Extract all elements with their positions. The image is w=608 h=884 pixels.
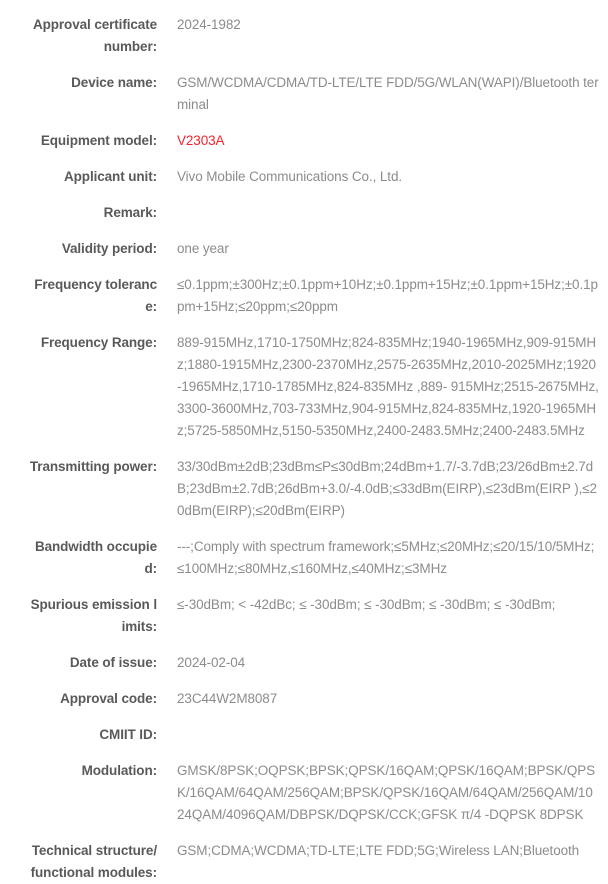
detail-row-label: Approval code: <box>60 691 157 706</box>
detail-row <box>0 238 608 260</box>
detail-row-label: Frequency tolerance: <box>34 277 157 314</box>
detail-row <box>0 652 608 674</box>
detail-row-value: 2024-02-04 <box>177 655 246 670</box>
detail-row-value: one year <box>177 241 229 256</box>
detail-row-label: Validity period: <box>61 241 157 256</box>
detail-row-value: V2303A <box>177 133 225 148</box>
detail-row-label: Date of issue: <box>69 655 157 670</box>
detail-row <box>0 166 608 188</box>
detail-row-value: GMSK/8PSK;OQPSK;BPSK;QPSK/16QAM;QPSK/16QAM;BPSK/QPSK/16QAM/64QAM/256QAM;BPSK/QPSK/16QAM/64QAM/256QAM/1024QAM/4096QAM/DBPSK/DQPSK/CCK;GFSK π/4 -DQPSK 8DPSK <box>177 763 596 822</box>
detail-row-label: Modulation: <box>81 763 157 778</box>
detail-row-label: Bandwidth occupied: <box>34 539 157 576</box>
detail-row <box>0 14 608 58</box>
detail-row-label: Spurious emission limits: <box>30 597 157 634</box>
detail-row <box>0 724 608 746</box>
detail-row <box>0 72 608 116</box>
detail-row-value: 33/30dBm±2dB;23dBm≤P≤30dBm;24dBm+1.7/-3.7dB;23/26dBm±2.7dB;23dBm±2.7dB;26dBm+3.0/-4.0dB;≤33dBm(EIRP),≤23dBm(EIRP ),≤20dBm(EIRP);≤20dBm(EIRP) <box>177 459 597 518</box>
detail-row <box>0 594 608 638</box>
detail-row-value <box>177 202 600 224</box>
detail-row <box>0 760 608 826</box>
detail-row <box>0 202 608 224</box>
detail-row-value: ≤-30dBm; < -42dBc; ≤ -30dBm; ≤ -30dBm; ≤ -30dBm; ≤ -30dBm; <box>177 597 556 612</box>
detail-row-value: ---;Comply with spectrum framework;≤5MHz;≤20MHz;≤20/15/10/5MHz;≤100MHz;≤80MHz,≤160MHz,≤40MHz;≤3MHz <box>177 539 595 576</box>
detail-row-label: Transmitting power: <box>29 459 157 474</box>
detail-row <box>0 536 608 580</box>
detail-row-value: ≤0.1ppm;±300Hz;±0.1ppm+10Hz;±0.1ppm+15Hz;±0.1ppm+15Hz;±0.1ppm+15Hz;≤20ppm;≤20ppm <box>177 277 598 314</box>
detail-row-label: Applicant unit: <box>64 169 157 184</box>
detail-row <box>0 130 608 152</box>
detail-row <box>0 456 608 522</box>
detail-row <box>0 274 608 318</box>
detail-row-value: Vivo Mobile Communications Co., Ltd. <box>177 169 403 184</box>
detail-row <box>0 688 608 710</box>
detail-row-label: CMIIT ID: <box>99 727 157 742</box>
detail-row-label: Technical structure/functional modules: <box>30 843 157 880</box>
detail-row-value: GSM;CDMA;WCDMA;TD-LTE;LTE FDD;5G;Wireless LAN;Bluetooth <box>177 843 580 858</box>
detail-row <box>0 840 608 884</box>
detail-row <box>0 332 608 442</box>
detail-row-value: 23C44W2M8087 <box>177 691 278 706</box>
detail-row-label: Approval certificate number: <box>32 17 157 54</box>
detail-row-value: 2024-1982 <box>177 17 241 32</box>
detail-row-value <box>177 724 600 746</box>
detail-row-label: Remark: <box>103 205 157 220</box>
detail-row-label: Equipment model: <box>40 133 157 148</box>
detail-row-label: Device name: <box>71 75 157 90</box>
detail-row-value: GSM/WCDMA/CDMA/TD-LTE/LTE FDD/5G/WLAN(WAPI)/Bluetooth terminal <box>177 75 599 112</box>
detail-row-value: 889-915MHz,1710-1750MHz;824-835MHz;1940-1965MHz,909-915MHz;1880-1915MHz,2300-2370MHz,2575-2635MHz,2010-2025MHz;1920-1965MHz,1710-1785MHz,824-835MHz ,889- 915MHz;2515-2675MHz,3300-3600MHz,703-733MHz,904-915MHz,824-835MHz,1920-1965MHz;5725-5850MHz,5150-5350MHz,2400-2483.5MHz;2400-2483.5MHz <box>177 335 599 438</box>
detail-row-label: Frequency Range: <box>40 335 157 350</box>
